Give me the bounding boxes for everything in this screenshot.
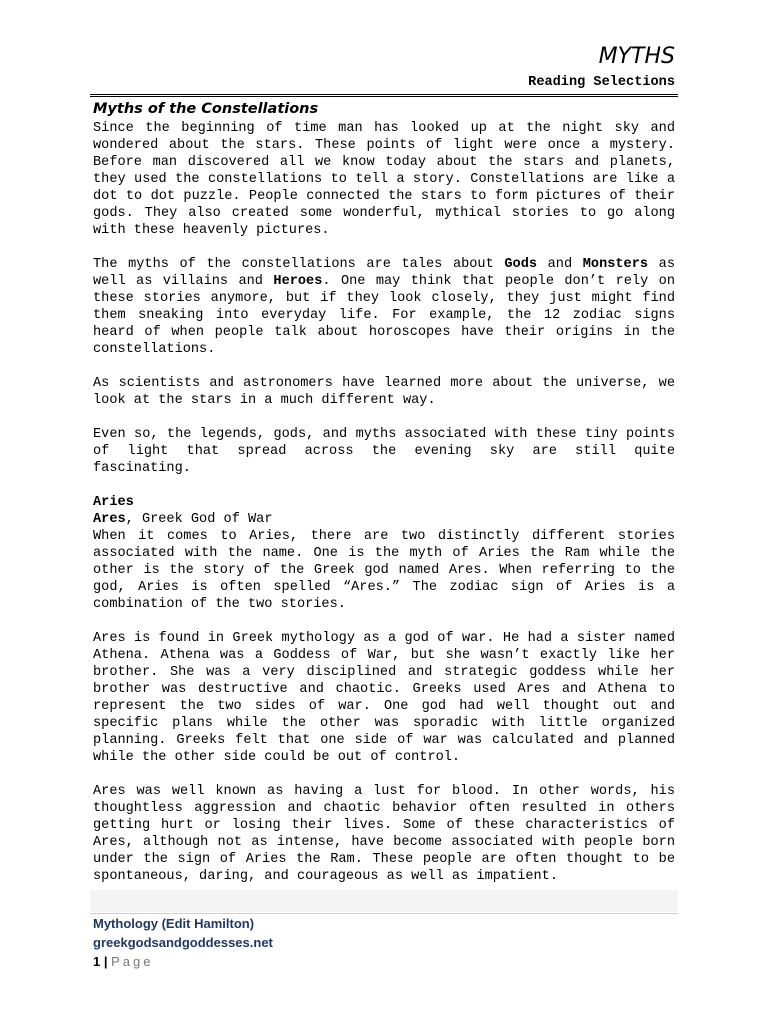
footer-source: Mythology (Edit Hamilton)	[93, 916, 255, 931]
bold-heroes: Heroes	[273, 274, 323, 289]
page-separator: |	[100, 954, 112, 969]
header-rule	[90, 94, 678, 95]
header-rule-thin	[90, 96, 678, 97]
scientists-paragraph: As scientists and astronomers have learned more about the universe, we look at the stars in a much different way.	[93, 376, 675, 408]
text-run: as well as villains and	[93, 257, 675, 289]
aries-heading: Aries	[93, 495, 134, 510]
aries-paragraph-3: Ares was well known as having a lust for blood. In other words, his thoughtless aggression and chaotic behavior often resulted in others getting hurt or losing their lives. Some of these characteristics of Ares, although not as intense, have become associated with people born under the sign of Aries the Ram. These people are often thought to be spontaneous, daring, and courageous as well as impatient.	[93, 784, 675, 884]
ares-subtitle: , Greek God of War	[125, 512, 273, 527]
aries-subheading	[93, 511, 675, 528]
page-label: Page	[111, 954, 154, 969]
page-indicator	[93, 952, 273, 971]
even-so-paragraph: Even so, the legends, gods, and myths associated with these tiny points of light that spread across the evening sky are still quite fascinating.	[93, 427, 675, 476]
bold-gods: Gods	[504, 257, 538, 272]
aries-paragraph-1: When it comes to Aries, there are two distinctly different stories associated with the name. One is the myth of Aries the Ram while the other is the story of the Greek god named Ares. When referring to the god, Aries is often spelled “Ares.” The zodiac sign of Aries is a combination of the two stories.	[93, 529, 675, 612]
main-content	[93, 98, 675, 885]
section-title: Myths of the Constellations	[93, 101, 319, 117]
text-run: and	[537, 257, 583, 272]
page-number: 1	[93, 954, 101, 969]
aries-paragraph-2: Ares is found in Greek mythology as a god of war. He had a sister named Athena. Athena was a Goddess of War, but she wasn’t exactly like her brother. She was a very disciplined and strategic goddess while her brother was destructive and chaotic. Greeks used Ares and Athena to represent the two sides of war. One god had well thought out and specific plans while the other was sporadic with little organized planning. Greeks felt that one side of war was calculated and planned while the other side could be out of control.	[93, 631, 675, 765]
text-run: . One may think that people don’t rely on these stories anymore, but if they look closely, they just might find them sneaking into everyday life. For example, the 12 zodiac signs heard of when people talk about horoscopes have their origins in the constellations.	[93, 274, 675, 357]
footer-shade	[90, 890, 678, 912]
header-title: MYTHS	[598, 44, 675, 69]
myths-paragraph	[93, 256, 675, 358]
header-subtitle: Reading Selections	[528, 75, 675, 90]
bold-monsters: Monsters	[582, 257, 649, 272]
footer-website: greekgodsandgoddesses.net	[93, 935, 273, 950]
footer	[93, 914, 273, 971]
ares-bold: Ares	[93, 512, 126, 527]
text-run: The myths of the constellations are tales about	[93, 257, 505, 272]
intro-paragraph: Since the beginning of time man has looked up at the night sky and wondered about the stars. These points of light were once a mystery. Before man discovered all we know today about the stars and planets, they used the constellations to tell a story. Constellations are like a dot to dot puzzle. People connected the stars to form pictures of their gods. They also created some wonderful, mythical stories to go along with these heavenly pictures.	[93, 121, 675, 238]
